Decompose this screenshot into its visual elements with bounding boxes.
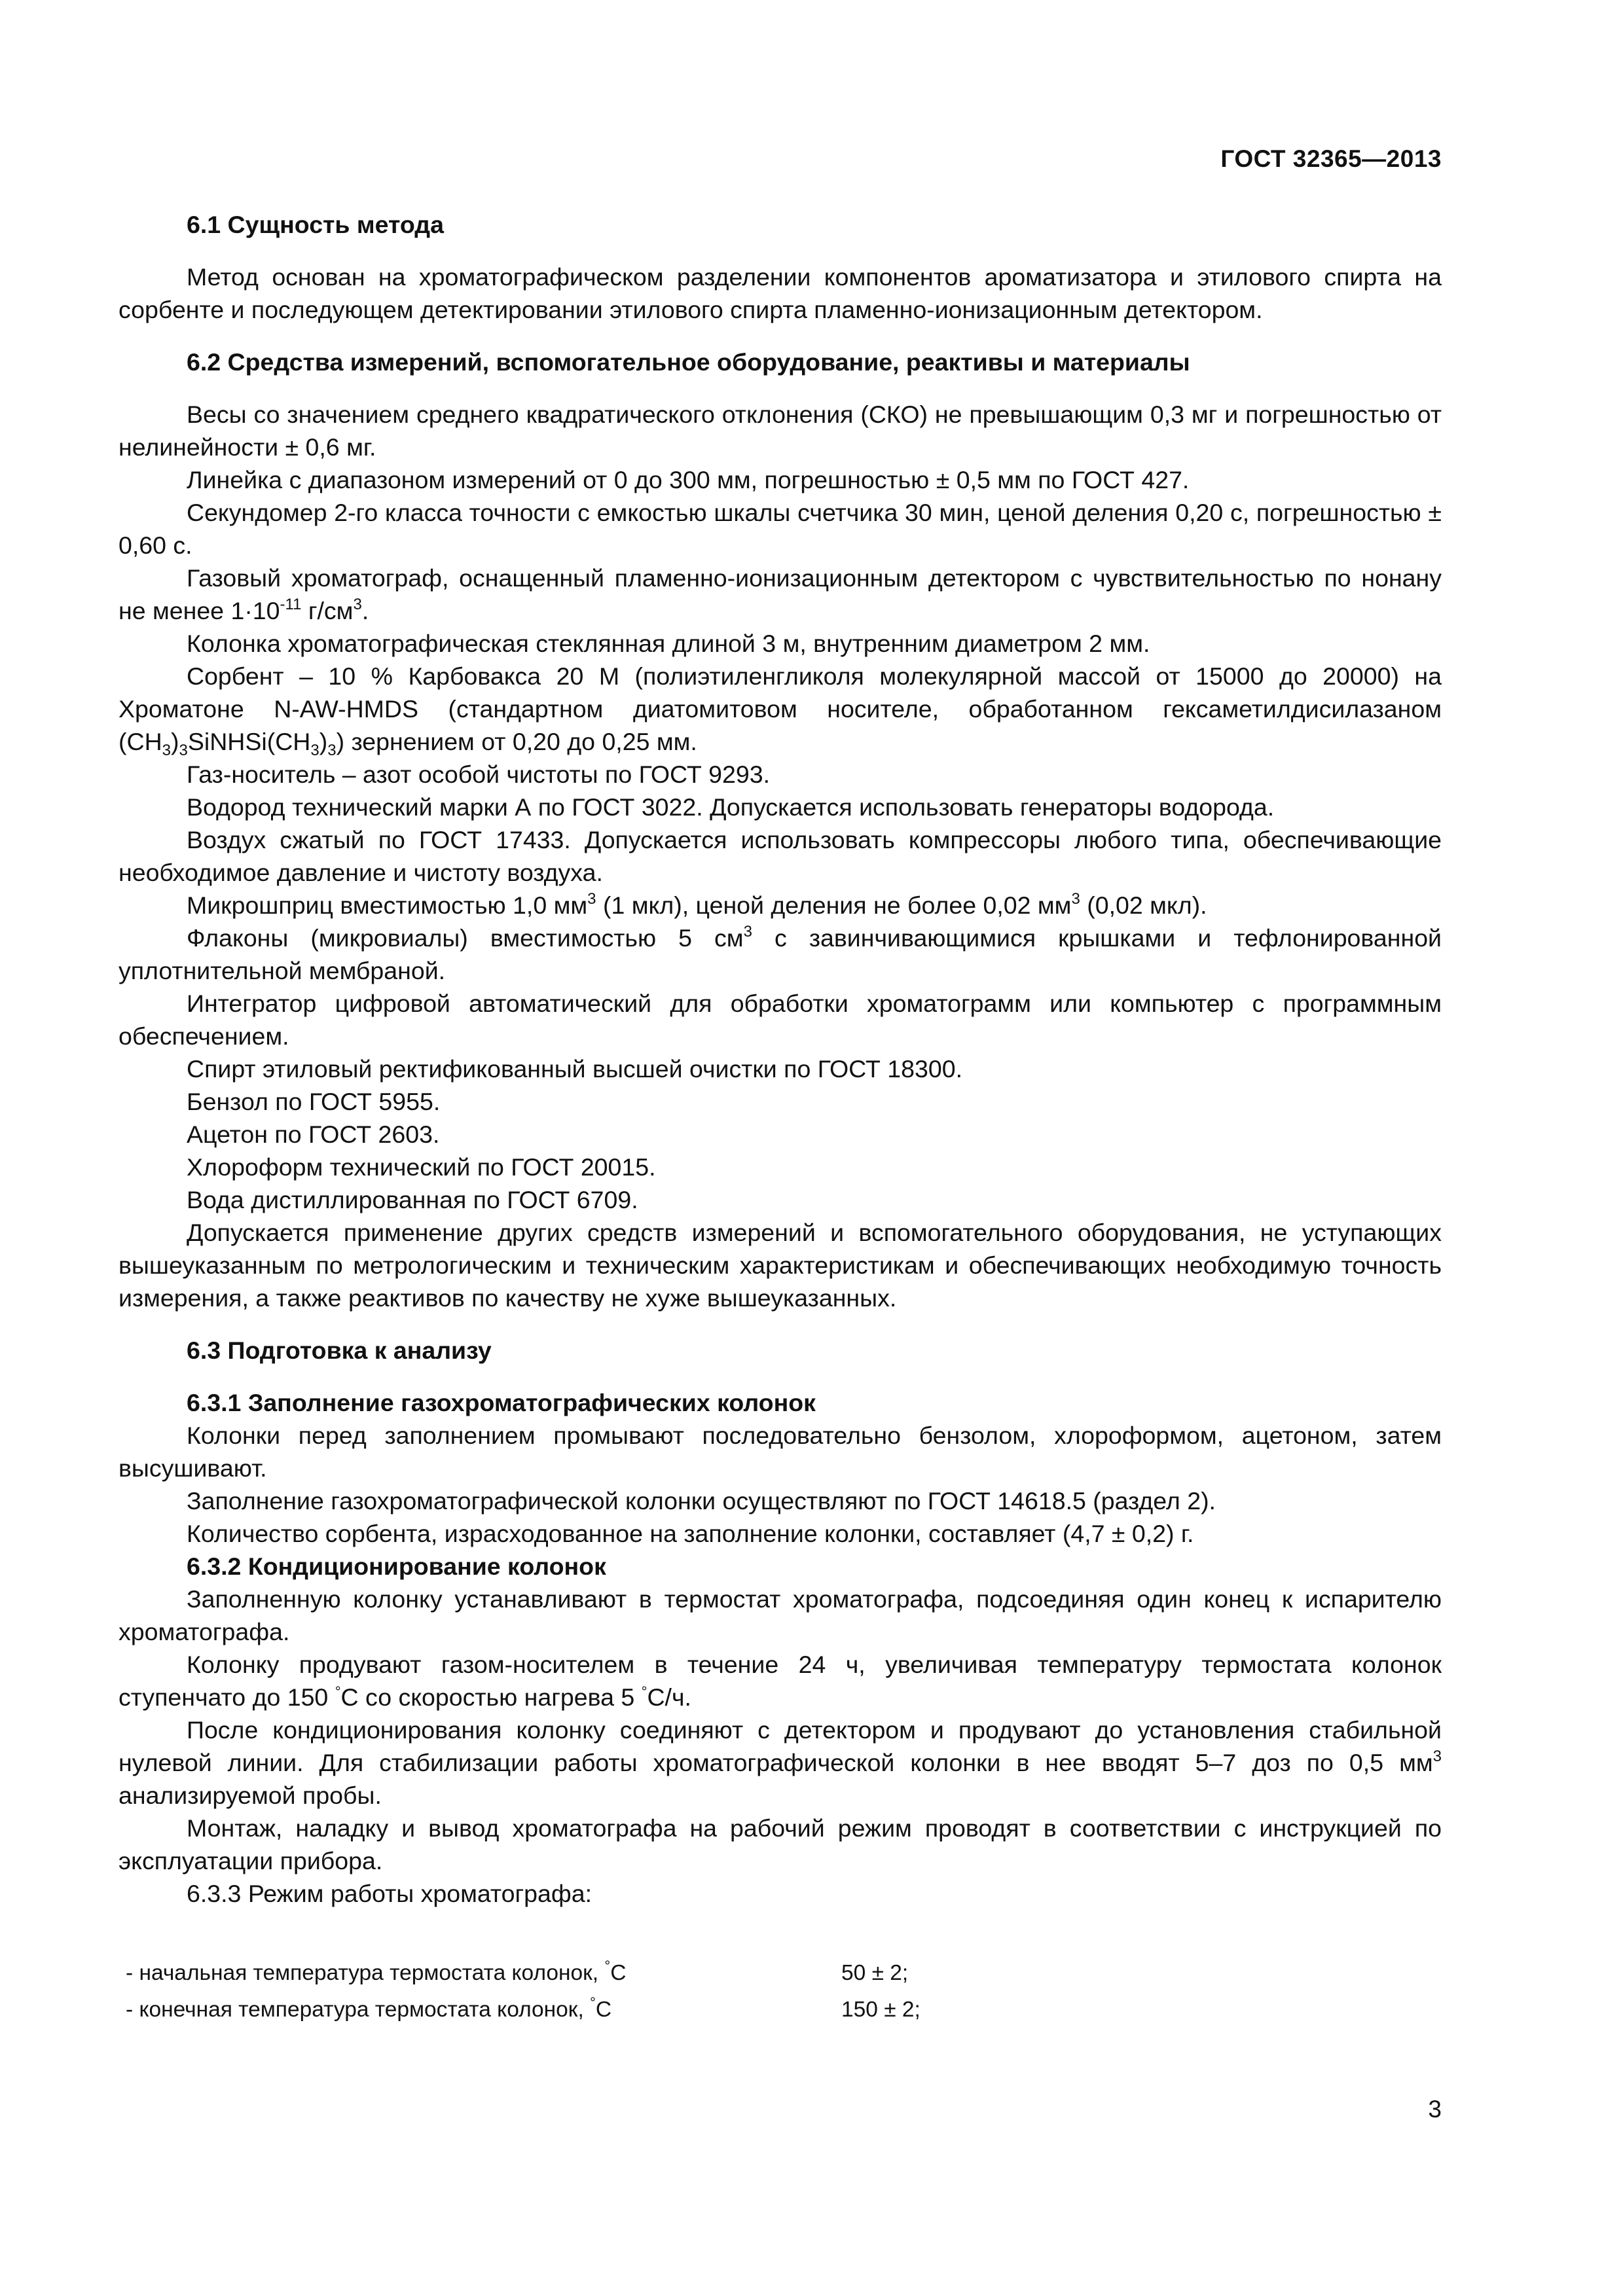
section-6-3-1-p3: Количество сорбента, израсходованное на заполнение колонки, составляет (4,7 ± 0,2) г. <box>187 1520 1194 1547</box>
item-column: Колонка хроматографическая стеклянная длиной 3 м, внутренним диаметром 2 мм. <box>187 630 1150 657</box>
sorbent-sub-2: 3 <box>179 742 188 759</box>
section-6-2-title: 6.2 Средства измерений, вспомогательное оборудование, реактивы и материалы <box>187 348 1190 376</box>
item-sorbent <box>119 660 1442 758</box>
section-6-3-2-title: 6.3.2 Кондиционирование колонок <box>187 1552 606 1580</box>
stabilization-text-b: анализируемой пробы. <box>119 1782 382 1809</box>
sorbent-text-e: ) зернением от 0,20 до 0,25 мм. <box>336 728 697 755</box>
vials-text-b: с завинчивающимися крышками и тефлонированной уплотнительной мембраной. <box>119 924 1442 984</box>
sorbent-sub-4: 3 <box>327 742 337 759</box>
item-scales: Весы со значением среднего квадратического отклонения (СКО) не превышающим 0,3 мг и погрешностью от нелинейности ± 0,6 мг. <box>119 401 1442 461</box>
section-6-3-1-p2: Заполнение газохроматографической колонки осуществляют по ГОСТ 14618.5 (раздел 2). <box>187 1487 1216 1515</box>
vials-exponent: 3 <box>743 923 752 941</box>
degree-sign: ° <box>590 1994 596 2011</box>
section-6-1-text: Метод основан на хроматографическом разделении компонентов ароматизатора и этилового спирта на сорбенте и последующем детектировании этилового спирта пламенно-ионизационным детектором. <box>119 263 1442 323</box>
section-6-1-title: 6.1 Сущность метода <box>187 211 444 238</box>
degree-sign: ° <box>604 1958 611 1974</box>
item-ethanol: Спирт этиловый ректификованный высшей очистки по ГОСТ 18300. <box>187 1055 962 1083</box>
section-6-3-3-title: 6.3.3 Режим работы хроматографа: <box>187 1880 593 1907</box>
syringe-text-c: (0,02 мкл). <box>1080 891 1207 919</box>
section-6-3-2-p4: Монтаж, наладку и вывод хроматографа на рабочий режим проводят в соответствии с инструкцией по эксплуатации прибора. <box>119 1814 1442 1874</box>
section-6-3-2-p1: Заполненную колонку устанавливают в термостат хроматографа, подсоединяя один конец к испарителю хроматографа. <box>119 1585 1442 1645</box>
sorbent-sub-1: 3 <box>162 742 172 759</box>
section-6-3-1-p1: Колонки перед заполнением промывают последовательно бензолом, хлороформом, ацетоном, затем высушивают. <box>119 1422 1442 1482</box>
item-vials <box>119 922 1442 987</box>
item-integrator: Интегратор цифровой автоматический для обработки хроматограмм или компьютер с программным обеспечением. <box>119 990 1442 1050</box>
parameter-row <box>126 1955 1042 1992</box>
item-water: Вода дистиллированная по ГОСТ 6709. <box>187 1186 638 1213</box>
item-air: Воздух сжатый по ГОСТ 17433. Допускается использовать компрессоры любого типа, обеспечивающие необходимое давление и чистоту воздуха. <box>119 826 1442 886</box>
section-6-3-2-p2 <box>119 1648 1442 1713</box>
chromatograph-text-c: . <box>361 597 369 624</box>
item-syringe <box>119 889 1442 922</box>
section-6-3-title: 6.3 Подготовка к анализу <box>187 1336 492 1364</box>
syringe-exponent-1: 3 <box>587 890 596 908</box>
stabilization-exponent: 3 <box>1432 1748 1442 1765</box>
conditioning-text-c: С/ч. <box>647 1683 691 1711</box>
chromatograph-text-a: Газовый хроматограф, оснащенный пламенно-ионизационным детектором с чувствительностью по нонану не менее 1·10 <box>119 564 1442 624</box>
item-hydrogen: Водород технический марки А по ГОСТ 3022. Допускается использовать генераторы водорода. <box>187 793 1275 821</box>
vials-text-a: Флаконы (микровиалы) вместимостью 5 см <box>187 924 744 952</box>
item-allowed: Допускается применение других средств измерений и вспомогательного оборудования, не уступающих вышеуказанным по метрологическим и техническим характеристикам и обеспечивающих необходимую точность измерения, а также реактивов по качеству не хуже вышеуказанных. <box>119 1219 1442 1312</box>
parameter-value: 150 ± 2; <box>841 1998 921 2022</box>
sorbent-text-c: SiNHSi(CH <box>187 728 311 755</box>
conditioning-text-b: С со скоростью нагрева 5 <box>340 1683 642 1711</box>
syringe-exponent-2: 3 <box>1071 890 1080 908</box>
document-body <box>119 208 1442 1910</box>
item-chromatograph <box>119 562 1442 627</box>
stabilization-text-a: После кондиционирования колонку соединяют с детектором и продувают до установления стабильной нулевой линии. Для стабилизации работы хроматографической колонки в нее вводят 5–7 доз по 0,5 мм <box>119 1716 1442 1776</box>
degree-sign: ° <box>641 1683 647 1700</box>
item-benzene: Бензол по ГОСТ 5955. <box>187 1088 441 1115</box>
parameter-name <box>126 1992 611 2028</box>
item-carrier-gas: Газ-носитель – азот особой чистоты по ГОСТ 9293. <box>187 761 770 788</box>
section-6-3-2-p3 <box>119 1713 1442 1812</box>
chromatograph-unit-exponent: 3 <box>353 596 362 613</box>
sorbent-text-a: Сорбент – 10 % Карбовакса 20 М (полиэтиленгликоля молекулярной массой от 15000 до 20000) на Хроматоне N-AW-HMDS (стандартном диатомитовом носителе, обработанном гексаметилдисилазаном (CH <box>119 662 1442 755</box>
syringe-text-b: (1 мкл), ценой деления не более 0,02 мм <box>596 891 1072 919</box>
parameter-unit: С <box>610 1961 627 1985</box>
document-header: ГОСТ 32365—2013 <box>1220 145 1442 172</box>
parameter-name <box>126 1955 626 1992</box>
parameter-row <box>126 1992 1042 2028</box>
item-chloroform: Хлороформ технический по ГОСТ 20015. <box>187 1153 656 1181</box>
item-acetone: Ацетон по ГОСТ 2603. <box>187 1121 440 1148</box>
sorbent-text-b: ) <box>171 728 179 755</box>
sorbent-sub-3: 3 <box>310 742 319 759</box>
sorbent-text-d: ) <box>319 728 328 755</box>
parameter-unit: С <box>595 1998 612 2022</box>
item-ruler: Линейка с диапазоном измерений от 0 до 300 мм, погрешностью ± 0,5 мм по ГОСТ 427. <box>187 466 1190 493</box>
section-6-3-1-title: 6.3.1 Заполнение газохроматографических колонок <box>187 1389 816 1416</box>
conditioning-text-a: Колонку продувают газом-носителем в течение 24 ч, увеличивая температуру термостата колонок ступенчато до 150 <box>119 1651 1442 1711</box>
chromatograph-text-b: г/см <box>301 597 354 624</box>
parameter-label: - начальная температура термостата колонок, <box>126 1961 605 1985</box>
parameter-value: 50 ± 2; <box>841 1961 909 1985</box>
page-number: 3 <box>1428 2096 1442 2123</box>
item-stopwatch: Секундомер 2-го класса точности с емкостью шкалы счетчика 30 мин, ценой деления 0,20 с, погрешностью ± 0,60 с. <box>119 499 1442 559</box>
chromatograph-exponent: -11 <box>280 596 302 613</box>
parameter-label: - конечная температура термостата колонок, <box>126 1998 591 2022</box>
chromatograph-parameters <box>126 1955 1042 2028</box>
degree-sign: ° <box>335 1683 341 1700</box>
syringe-text-a: Микрошприц вместимостью 1,0 мм <box>187 891 588 919</box>
